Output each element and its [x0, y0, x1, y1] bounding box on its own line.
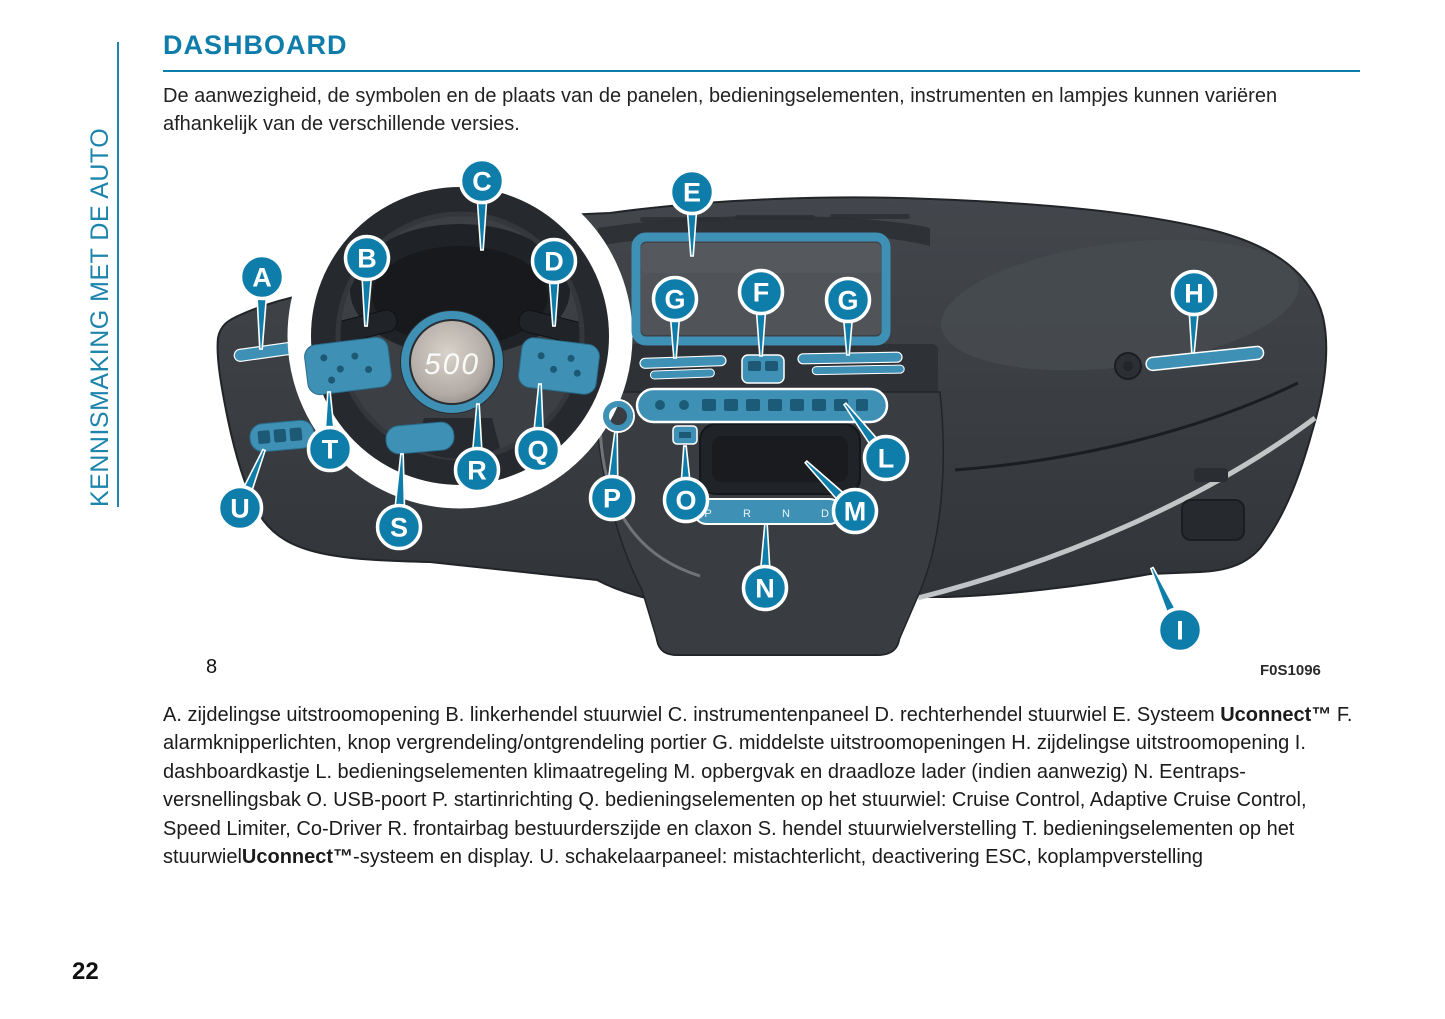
callout-letter: O [675, 485, 697, 516]
callout-letter: N [755, 573, 775, 604]
callout-letter: G [837, 285, 859, 316]
callout-letter: S [389, 512, 409, 543]
climate-key [679, 400, 689, 410]
legend-bold-term: Uconnect™ [241, 846, 354, 869]
legend-segment: F. alarmknipperlichten, knop vergrendeling/ontgrendeling portier G. middelste uitstroomopeningen H. zijdelingse uitstroomopening I. dashboardkastje L. bedieningselementen klimaatregeling M. opbergvak en draadloze lader (indien aanwezig) N. Eentraps-versnellingsbak O. USB-poort P. startinrichting Q. bedieningselementen op het stuurwiel: Cruise Control, Adaptive Cruise Control, Speed Limiter, Co-Driver R. frontairbag bestuurderszijde en claxon S. hendel stuurwielverstelling T. bedieningselementen op het stuurwiel [163, 704, 1353, 869]
callout-letter: D [544, 246, 564, 277]
callout-letter: P [602, 483, 622, 514]
chapter-label: KENNISMAKING MET DE AUTO [86, 127, 114, 507]
gear-letter-R: R [743, 508, 751, 520]
gear-letter-P: P [704, 508, 712, 520]
callout-letter: L [877, 443, 895, 474]
intro-text: De aanwezigheid, de symbolen en de plaats van de panelen, bedieningselementen, instrumenten en lampjes kunnen variëren afhankelijk van de verschillende versies. [163, 85, 1278, 135]
storage-recess-inner [712, 436, 848, 482]
callout-letter: Q [527, 435, 549, 466]
wheel-logo: 500 [423, 348, 481, 381]
gear-selector-strip [694, 499, 842, 524]
climate-key [856, 399, 868, 411]
glovebox-handle [1182, 500, 1244, 540]
center-vent-left-lower [650, 369, 714, 379]
callout-letter: F [752, 277, 770, 308]
defrost-slat [735, 215, 815, 220]
climate-key [790, 399, 804, 411]
figure-code: F0S1096 [1260, 662, 1321, 679]
right-spoke-controls [517, 336, 601, 395]
uconnect-screen-glare [641, 243, 881, 273]
callout-letter: U [230, 493, 250, 524]
legend-bold-term: Uconnect™ [1220, 704, 1332, 726]
callout-letter: M [843, 496, 867, 527]
callout-letter: C [472, 166, 492, 197]
page-number: 22 [72, 958, 99, 985]
callout-letter: B [357, 243, 377, 274]
callout-letter: H [1184, 278, 1204, 309]
defrost-slat [830, 214, 910, 219]
lock-key [765, 361, 778, 371]
switch-key [273, 429, 286, 443]
glovebox-handle-slot [1194, 468, 1228, 482]
dashboard-figure [165, 145, 1350, 680]
climate-key [724, 399, 738, 411]
climate-key [702, 399, 716, 411]
wheel-adjust-lever [385, 421, 455, 455]
figure-number: 8 [206, 656, 218, 678]
callout-letter: A [252, 262, 272, 293]
legend-segment: -systeem en display. U. schakelaarpaneel: mistachterlicht, deactivering ESC, koplampverstelling [353, 846, 1204, 869]
callout-letter: E [682, 177, 702, 208]
switch-key [289, 427, 302, 441]
defrost-slat [640, 217, 720, 222]
page-title: DASHBOARD [163, 30, 1360, 72]
callout-I [1151, 568, 1202, 652]
climate-key [746, 399, 760, 411]
switch-key [257, 430, 270, 444]
legend-segment: A. zijdelingse uitstroomopening B. linkerhendel stuurwiel C. instrumentenpaneel D. rechterhendel stuurwiel E. Systeem [163, 704, 1221, 726]
gear-letter-D: D [821, 508, 829, 520]
left-spoke-controls [303, 336, 392, 396]
gear-letter-N: N [782, 508, 790, 520]
callout-letter: R [467, 455, 487, 486]
hazard-key [748, 361, 761, 371]
center-vent-right-lower [812, 365, 904, 375]
callout-letter: I [1176, 615, 1184, 646]
climate-key [655, 400, 665, 410]
callout-letter: T [321, 434, 339, 465]
climate-key [812, 399, 826, 411]
chapter-rule [117, 42, 119, 507]
center-vent-left [640, 356, 726, 369]
vent-knob-center [1123, 361, 1133, 371]
usb-slot [679, 432, 691, 438]
climate-strip [637, 389, 887, 422]
legend-text [163, 701, 1358, 871]
climate-key [768, 399, 782, 411]
callout-letter: G [664, 284, 686, 315]
